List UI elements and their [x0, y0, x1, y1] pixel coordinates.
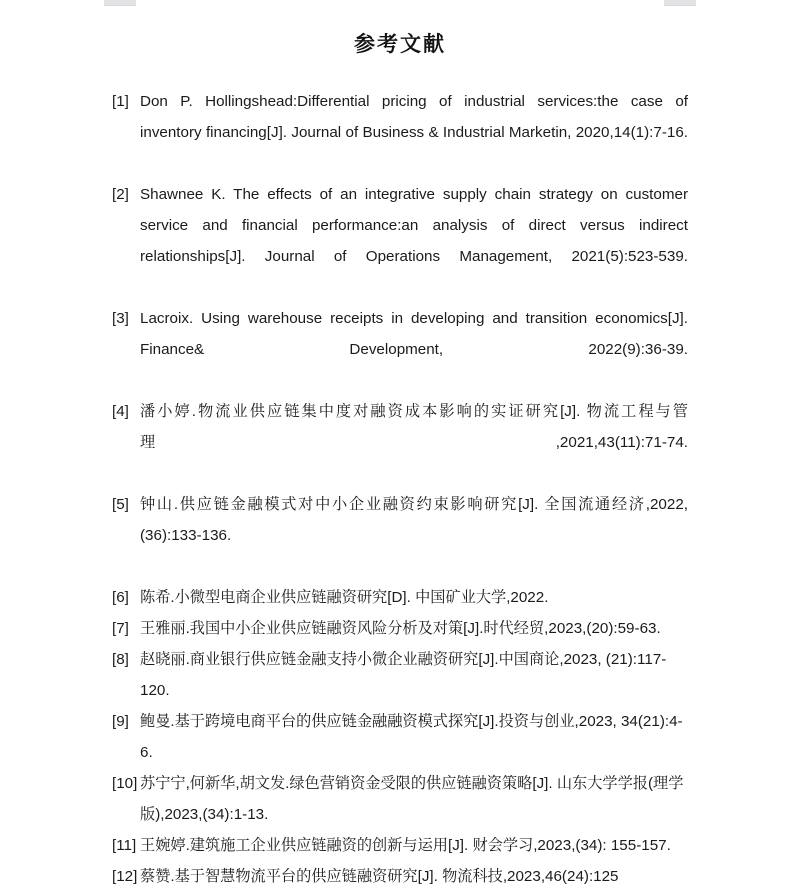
reference-marker: [8] [112, 651, 129, 668]
reference-entry [112, 396, 688, 489]
right-margin-mark [664, 0, 696, 6]
reference-entry [112, 179, 688, 303]
reference-list [112, 86, 688, 892]
reference-marker: [7] [112, 620, 129, 637]
reference-text: Don P. Hollingshead:Differential pricing of industrial services:the case of inventory financing[J]. Journal of Business & Industrial Marketin, 2020,14(1):7-16. [140, 93, 688, 141]
reference-text: 苏宁宁,何新华,胡文发.绿色营销资金受限的供应链融资策略[J]. 山东大学学报(理学版),2023,(34):1-13. [140, 775, 684, 823]
reference-entry [112, 86, 688, 179]
reference-marker: [9] [112, 713, 129, 730]
reference-marker: [12] [112, 868, 138, 885]
page-margin-marks [0, 0, 800, 8]
reference-entry [112, 582, 688, 613]
reference-text: 王雅丽.我国中小企业供应链融资风险分析及对策[J].时代经贸,2023,(20):59-63. [140, 620, 661, 637]
reference-entry [112, 303, 688, 396]
reference-text: Lacroix. Using warehouse receipts in developing and transition economics[J]. Finance& Development, 2022(9):36-39. [140, 310, 688, 358]
reference-marker: [5] [112, 496, 129, 513]
reference-text: 鲍曼.基于跨境电商平台的供应链金融融资模式探究[J].投资与创业,2023, 34(21):4-6. [140, 713, 683, 761]
reference-marker: [10] [112, 775, 138, 792]
reference-marker: [11] [112, 837, 137, 854]
reference-entry [112, 489, 688, 582]
reference-text: 王婉婷.建筑施工企业供应链融资的创新与运用[J]. 财会学习,2023,(34): 155-157. [140, 837, 671, 854]
reference-entry [112, 861, 688, 892]
reference-marker: [6] [112, 589, 129, 606]
reference-entry [112, 644, 688, 706]
reference-marker: [3] [112, 310, 129, 327]
left-margin-mark [104, 0, 136, 6]
reference-entry [112, 768, 688, 830]
reference-entry [112, 706, 688, 768]
page-title: 参考文献 [354, 33, 446, 56]
reference-text: 钟山.供应链金融模式对中小企业融资约束影响研究[J]. 全国流通经济,2022,(36):133-136. [140, 496, 688, 544]
reference-text: 蔡赞.基于智慧物流平台的供应链融资研究[J]. 物流科技,2023,46(24):125 [140, 868, 619, 885]
reference-entry [112, 613, 688, 644]
reference-text: 陈希.小微型电商企业供应链融资研究[D]. 中国矿业大学,2022. [140, 589, 549, 606]
reference-entry [112, 830, 688, 861]
reference-marker: [4] [112, 403, 129, 420]
reference-marker: [1] [112, 93, 129, 110]
reference-text: Shawnee K. The effects of an integrative supply chain strategy on customer service and financial performance:an analysis of direct versus indirect relationships[J]. Journal of Operations Management, 2021(5):523-539. [140, 186, 688, 265]
reference-text: 赵晓丽.商业银行供应链金融支持小微企业融资研究[J].中国商论,2023, (21):117-120. [140, 651, 667, 699]
reference-text: 潘小婷.物流业供应链集中度对融资成本影响的实证研究[J]. 物流工程与管理,2021,43(11):71-74. [140, 403, 688, 451]
reference-marker: [2] [112, 186, 129, 203]
